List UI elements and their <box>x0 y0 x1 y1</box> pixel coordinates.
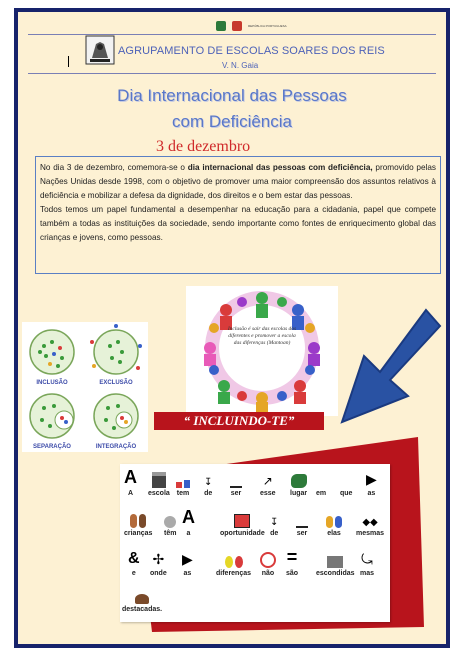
symbol-row2-5 <box>296 510 308 537</box>
pictogram-icon: A <box>182 507 195 527</box>
symbol-row2-7 <box>356 510 384 537</box>
pictogram-icon <box>296 510 308 528</box>
symbol-row1-1 <box>148 470 170 497</box>
symbol-row3-0 <box>128 550 140 577</box>
pictogram-icon: & <box>128 550 140 567</box>
circle-quote: Inclusão é sair das escolas dos diferentes e promover a escola das diferenças (Mantoan) <box>227 326 297 346</box>
symbol-word: esse <box>260 490 276 497</box>
pictogram-icon <box>176 470 190 488</box>
symbol-row3-4 <box>260 550 276 577</box>
symbol-row1-7 <box>316 470 326 497</box>
symbol-word: crianças <box>124 530 153 537</box>
symbol-word: as <box>183 570 192 577</box>
pictogram-icon: ✢ <box>152 551 165 567</box>
pictogram-icon: = <box>286 547 298 567</box>
page-frame <box>14 8 450 648</box>
exclusion-circle <box>90 324 142 374</box>
venn-label-separation: SEPARAÇÃO <box>33 444 71 450</box>
event-date: 3 de dezembro <box>156 138 251 155</box>
pictogram-icon <box>316 470 326 488</box>
symbol-row1-4 <box>230 470 242 497</box>
inclusion-diagram <box>22 322 148 452</box>
symbol-word: têm <box>164 530 177 537</box>
pictogram-icon: ▶ <box>182 551 193 567</box>
pictogram-icon <box>216 550 251 568</box>
symbol-word: ser <box>230 490 242 497</box>
separation-circle <box>30 394 74 438</box>
symbol-word: mas <box>360 570 375 577</box>
pictogram-icon <box>124 510 152 528</box>
symbol-word: lugar <box>290 490 308 497</box>
integration-circle <box>94 394 138 438</box>
page-title-line2: com Deficiência <box>172 112 292 131</box>
symbol-word: que <box>340 490 353 497</box>
venn-label-inclusion: INCLUSÃO <box>36 380 68 386</box>
symbol-row2-6 <box>326 510 342 537</box>
pictogram-icon: ↗ <box>262 474 273 488</box>
inclusion-circle <box>30 330 74 374</box>
symbol-row3-1 <box>150 550 167 577</box>
pictogram-icon: ▶ <box>366 471 377 487</box>
pictogram-icon: A <box>124 467 137 487</box>
symbol-word: e <box>131 570 136 577</box>
symbol-row1-0 <box>124 467 137 497</box>
government-logo <box>216 20 287 32</box>
symbol-row2-4 <box>270 510 278 537</box>
symbol-word: diferenças <box>216 570 252 577</box>
symbol-word: são <box>286 570 299 577</box>
flag-green-icon <box>216 21 226 31</box>
symbol-word: de <box>204 490 213 497</box>
symbol-row1-5 <box>260 470 276 497</box>
symbol-row3-6 <box>316 550 355 577</box>
flag-red-icon <box>232 21 242 31</box>
symbol-row3-7 <box>360 550 374 577</box>
pictogram-icon <box>290 470 307 488</box>
pictogram-icon: ⤿ <box>361 551 373 567</box>
intro-paragraph-1: No dia 3 de dezembro, comemora-se o dia internacional das pessoas com deficiência, promovido pelas Nações Unidas desde 1998, com o objetivo de promover uma maior compreensão dos assuntos relativos à deficiência e mobilizar a defesa da dignidade, dos direitos e o bem estar das pessoas. <box>40 163 436 200</box>
symbol-word: em <box>316 490 327 497</box>
symbol-row3-3 <box>216 550 251 577</box>
symbol-word: não <box>261 570 275 577</box>
symbol-row3-5 <box>286 547 299 577</box>
symbol-row1-2 <box>176 470 190 497</box>
pictogram-icon <box>340 470 352 488</box>
pictogram-icon: ↧ <box>270 517 279 528</box>
blue-arrow-icon <box>334 304 444 434</box>
symbol-word: oportunidade <box>220 530 265 537</box>
symbol-word: ser <box>296 530 308 537</box>
page-title-line1: Dia Internacional das Pessoas <box>117 86 347 105</box>
pictogram-icon: ◆◆ <box>362 517 378 528</box>
symbol-row2-2 <box>182 507 195 537</box>
symbol-row1-6 <box>290 470 307 497</box>
text-cursor <box>68 56 69 67</box>
symbol-row2-1 <box>164 510 176 537</box>
people-circle-illustration <box>186 286 338 416</box>
pictogram-icon <box>260 550 276 568</box>
symbol-row1-9 <box>366 470 377 497</box>
symbol-row4-0 <box>122 586 162 613</box>
header-divider-bottom <box>28 73 436 74</box>
pictogram-icon <box>122 586 162 604</box>
pictogram-icon <box>230 470 242 488</box>
symbol-word: escondidas <box>316 570 355 577</box>
school-town: V. N. Gaia <box>222 61 259 70</box>
pictogram-icon: ↧ <box>204 477 213 488</box>
symbol-communication-card <box>120 464 390 622</box>
venn-label-exclusion: EXCLUSÃO <box>99 380 133 386</box>
pictogram-icon <box>220 510 265 528</box>
symbol-row1-3 <box>204 470 212 497</box>
school-name: AGRUPAMENTO DE ESCOLAS SOARES DOS REIS <box>118 45 385 57</box>
pictogram-icon <box>164 510 176 528</box>
symbol-word: as <box>367 490 376 497</box>
symbol-word: escola <box>148 490 170 497</box>
intro-text-box <box>35 156 441 274</box>
intro-paragraph-2: Todos temos um papel fundamental a desempenhar na educação para a cidadania, papel que compete também a todas as instituições da sociedade, sendo importante como fontes de enriquecimento global das crianças e jovens, como pessoas. <box>40 205 436 242</box>
symbol-word: destacadas. <box>122 606 163 613</box>
venn-label-integration: INTEGRAÇÃO <box>95 444 137 450</box>
symbol-row1-8 <box>340 470 352 497</box>
symbol-word: de <box>270 530 279 537</box>
symbol-word: a <box>186 530 191 537</box>
school-seal-icon <box>84 34 116 66</box>
incluindo-te-banner: “ INCLUINDO-TE” <box>154 412 324 430</box>
pictogram-icon <box>148 470 170 488</box>
pictogram-icon <box>326 510 342 528</box>
symbol-word: onde <box>150 570 167 577</box>
symbol-word: A <box>127 490 134 497</box>
symbol-word: elas <box>327 530 341 537</box>
symbol-row2-3 <box>220 510 265 537</box>
symbol-row3-2 <box>182 550 193 577</box>
government-text: REPÚBLICA PORTUGUESA <box>248 23 287 28</box>
symbol-word: mesmas <box>356 530 385 537</box>
pictogram-icon <box>316 550 355 568</box>
symbol-word: tem <box>176 490 190 497</box>
symbol-row2-0 <box>124 510 152 537</box>
